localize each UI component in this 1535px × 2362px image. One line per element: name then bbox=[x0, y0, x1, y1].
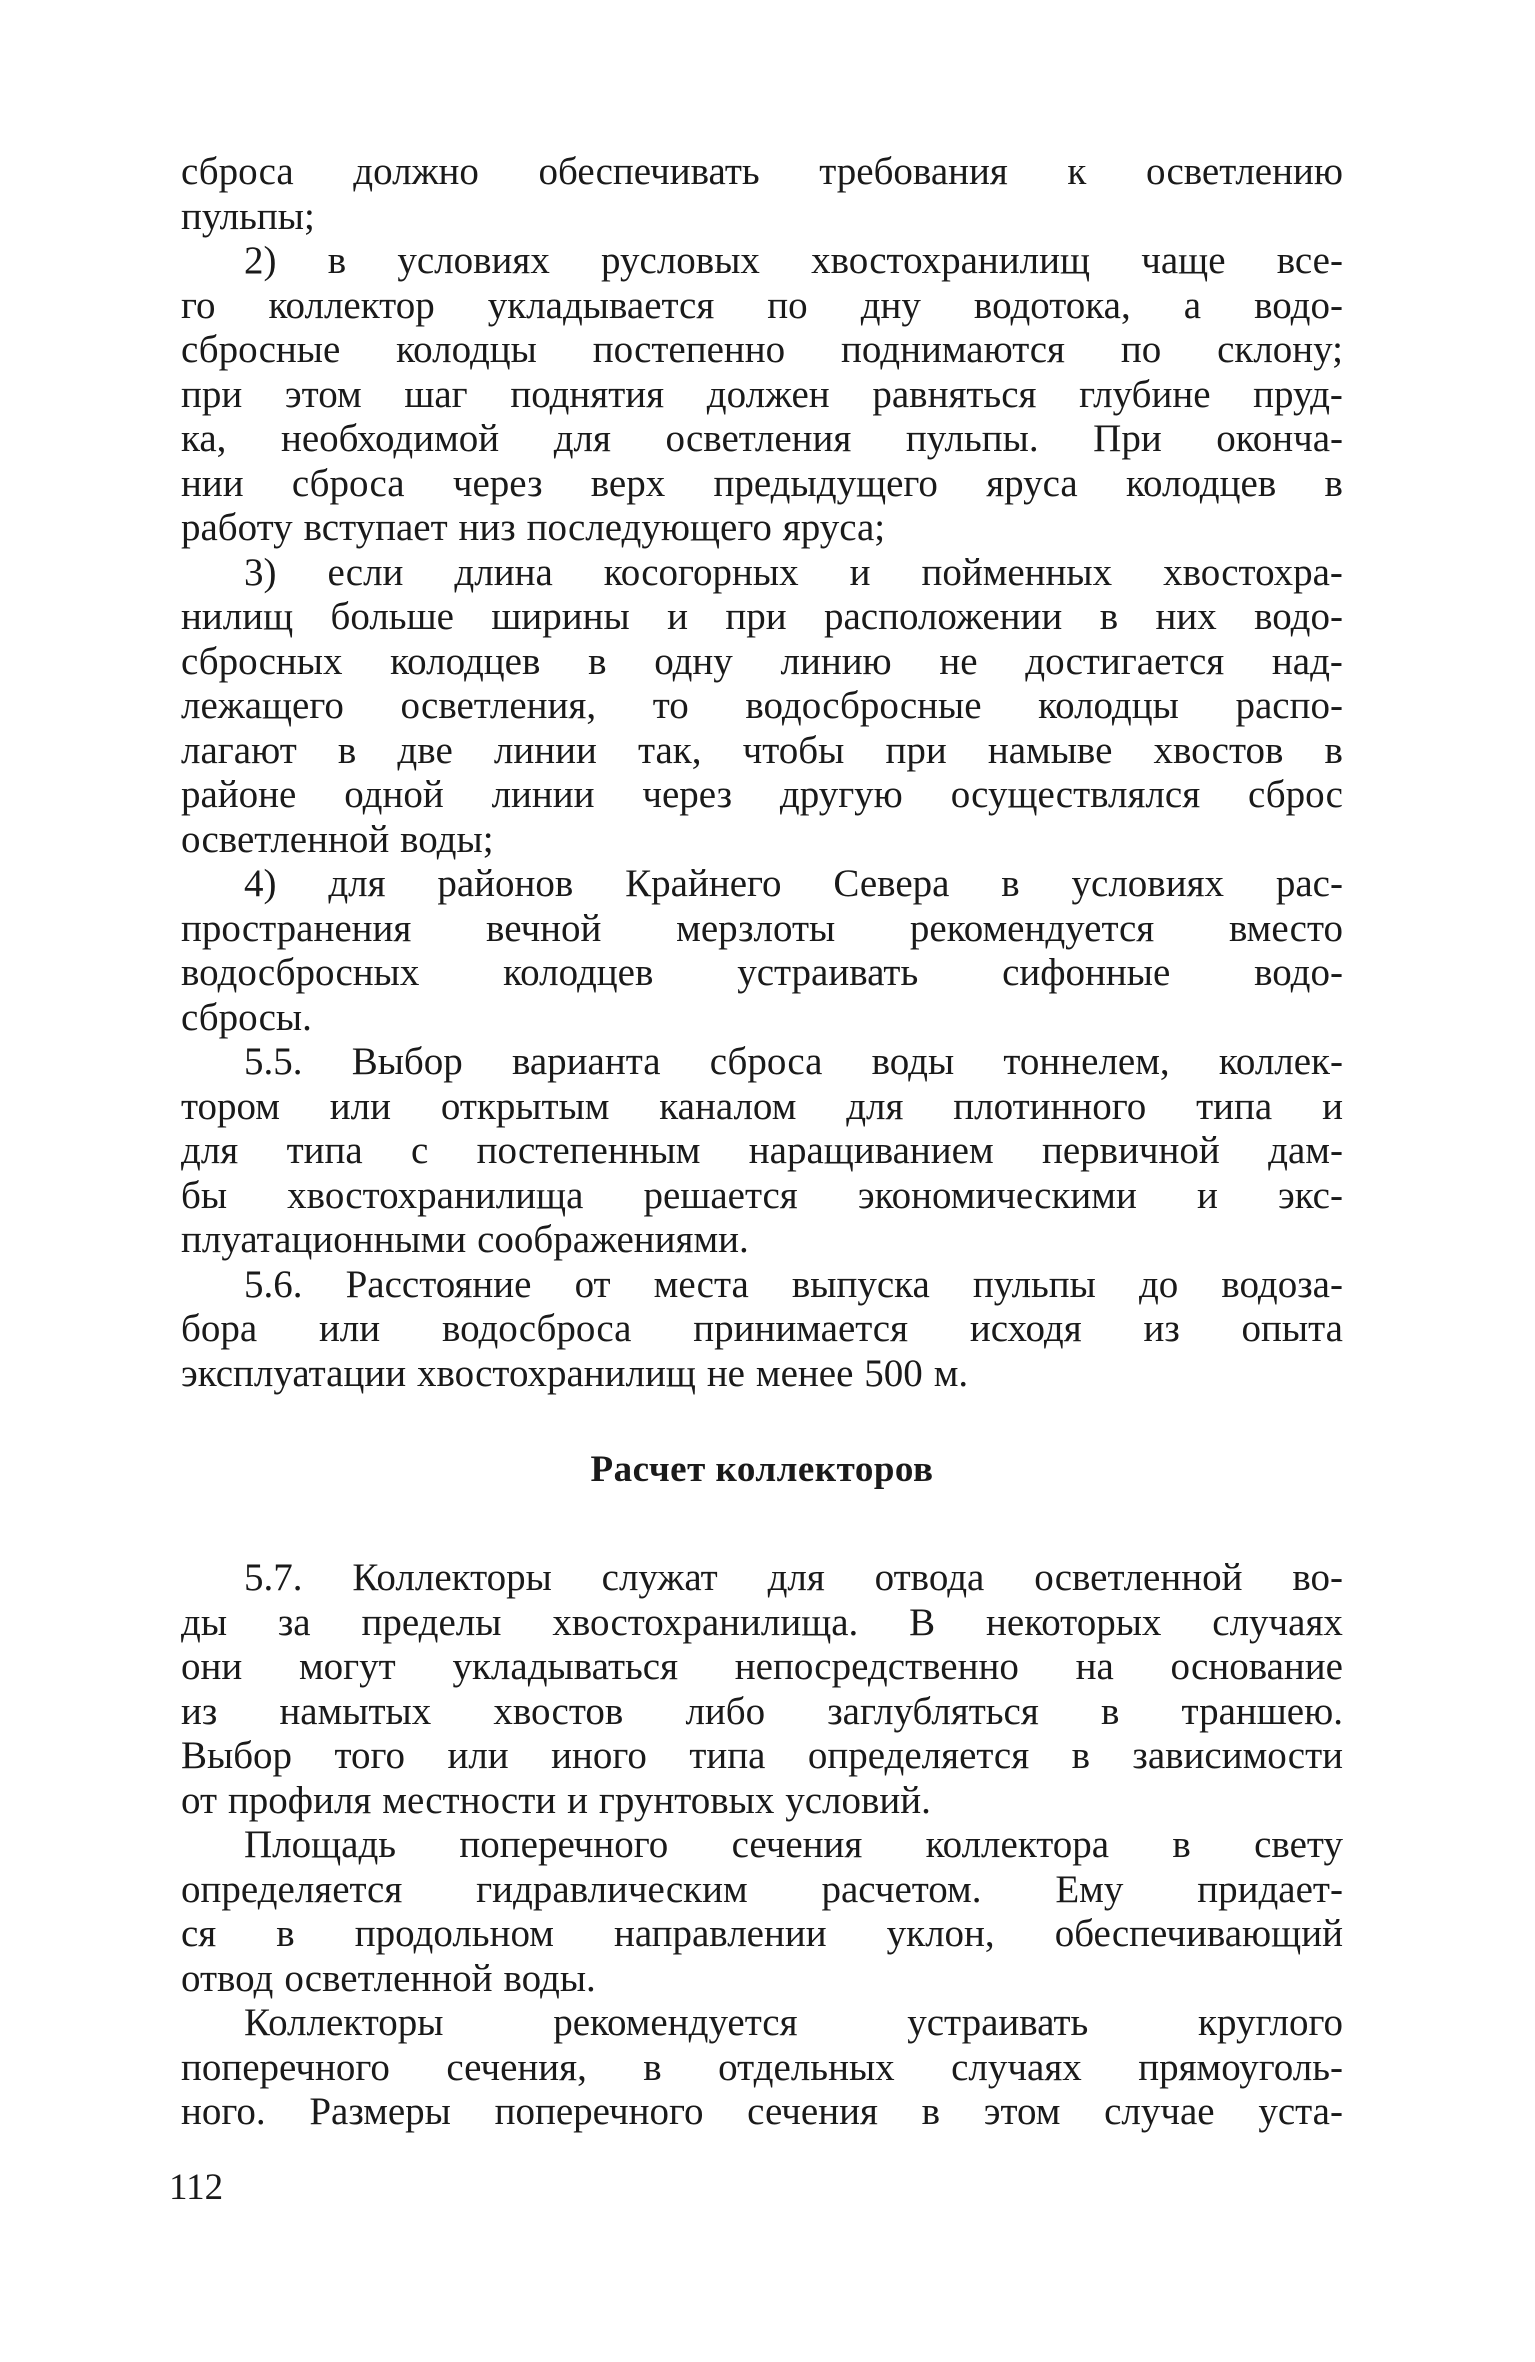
text-line: ного. Размеры поперечного сечения в этом случае уста- bbox=[181, 2090, 1343, 2133]
paragraph bbox=[181, 551, 1343, 863]
page-body bbox=[181, 150, 1343, 2135]
text-line: сбросные колодцы постепенно поднимаются по склону; bbox=[181, 328, 1343, 371]
text-line: осветленной воды; bbox=[181, 817, 494, 861]
text-line: Коллекторы рекомендуется устраивать круглого bbox=[244, 2001, 1343, 2044]
text-line: водосбросных колодцев устраивать сифонные водо- bbox=[181, 951, 1343, 994]
text-line: для типа с постепенным наращиванием первичной дам- bbox=[181, 1129, 1343, 1172]
text-line: работу вступает низ последующего яруса; bbox=[181, 506, 886, 549]
text-line: плуатационными соображениями. bbox=[181, 1218, 749, 1261]
text-line: определяется гидравлическим расчетом. Ему придает- bbox=[181, 1867, 1343, 1911]
paragraph bbox=[181, 239, 1343, 551]
text-block-before-heading bbox=[181, 150, 1343, 1396]
text-line: пространения вечной мерзлоты рекомендуется вместо bbox=[181, 906, 1343, 950]
text-line: лагают в две линии так, чтобы при намыве хвостов в bbox=[181, 728, 1343, 772]
text-line: лежащего осветления, то водосбросные колодцы распо- bbox=[181, 684, 1343, 727]
paragraph bbox=[181, 1823, 1343, 2001]
text-line: сбросных колодцев в одну линию не достигается над- bbox=[181, 639, 1343, 683]
page-number: 112 bbox=[169, 2167, 224, 2208]
text-line: ка, необходимой для осветления пульпы. При оконча- bbox=[181, 417, 1343, 460]
text-line: нии сброса через верх предыдущего яруса колодцев в bbox=[181, 461, 1343, 505]
text-line: бора или водосброса принимается исходя из опыта bbox=[181, 1307, 1343, 1350]
text-line: 5.7. Коллекторы служат для отвода осветленной во- bbox=[244, 1556, 1343, 1599]
text-line: 4) для районов Крайнего Севера в условиях рас- bbox=[244, 862, 1343, 905]
text-line: ды за пределы хвостохранилища. В некоторых случаях bbox=[181, 1600, 1343, 1644]
section-heading: Расчет коллекторов bbox=[590, 1449, 934, 1490]
paragraph bbox=[181, 862, 1343, 1040]
text-line: поперечного сечения, в отдельных случаях прямоуголь- bbox=[181, 2045, 1343, 2089]
text-line: эксплуатации хвостохранилищ не менее 500 м. bbox=[181, 1351, 969, 1395]
paragraph bbox=[181, 150, 1343, 239]
text-line: пульпы; bbox=[181, 194, 315, 238]
text-line: ся в продольном направлении уклон, обеспечивающий bbox=[181, 1912, 1343, 1955]
text-line: 2) в условиях русловых хвостохранилищ чаще все- bbox=[244, 239, 1343, 282]
text-line: при этом шаг поднятия должен равняться глубине пруд- bbox=[181, 372, 1343, 416]
text-line: 5.6. Расстояние от места выпуска пульпы до водоза- bbox=[244, 1262, 1343, 1306]
text-line: отвод осветленной воды. bbox=[181, 1956, 596, 2000]
text-block-after-heading bbox=[181, 1556, 1343, 2135]
text-line: от профиля местности и грунтовых условий. bbox=[181, 1778, 931, 1822]
text-line: го коллектор укладывается по дну водотока, а водо- bbox=[181, 283, 1343, 327]
text-line: Площадь поперечного сечения коллектора в свету bbox=[244, 1823, 1343, 1866]
text-line: Выбор того или иного типа определяется в зависимости bbox=[181, 1734, 1343, 1777]
paragraph bbox=[181, 1040, 1343, 1263]
text-line: они могут укладываться непосредственно на основание bbox=[181, 1645, 1343, 1688]
text-line: нилищ больше ширины и при расположении в них водо- bbox=[181, 595, 1343, 638]
text-line: тором или открытым каналом для плотинного типа и bbox=[181, 1084, 1343, 1128]
text-line: 5.5. Выбор варианта сброса воды тоннелем, коллек- bbox=[244, 1040, 1343, 1083]
text-line: бы хвостохранилища решается экономическими и экс- bbox=[181, 1173, 1343, 1217]
paragraph bbox=[181, 1556, 1343, 1823]
text-line: из намытых хвостов либо заглубляться в траншею. bbox=[181, 1689, 1343, 1733]
text-line: районе одной линии через другую осуществлялся сброс bbox=[181, 773, 1343, 816]
text-line: 3) если длина косогорных и пойменных хвостохра- bbox=[244, 550, 1343, 594]
text-line: сбросы. bbox=[181, 995, 312, 1039]
paragraph bbox=[181, 1263, 1343, 1397]
paragraph bbox=[181, 2001, 1343, 2135]
text-line: сброса должно обеспечивать требования к осветлению bbox=[181, 150, 1343, 193]
